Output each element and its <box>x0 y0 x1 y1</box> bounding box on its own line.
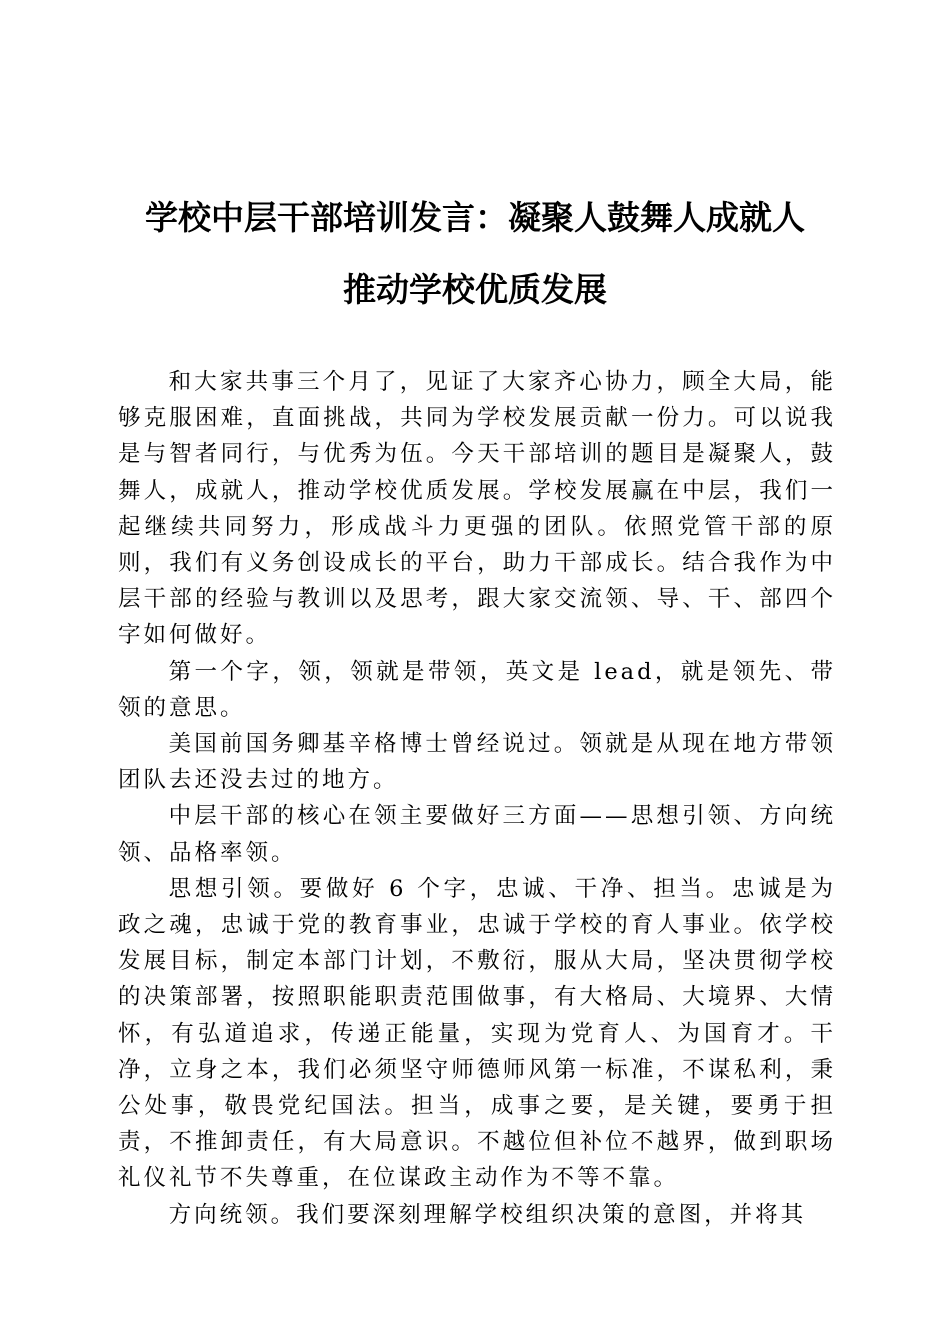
paragraph-three-aspects: 中层干部的核心在领主要做好三方面——思想引领、方向统领、品格率领。 <box>118 803 836 866</box>
paragraph-kissinger-quote: 美国前国务卿基辛格博士曾经说过。领就是从现在地方带领团队去还没去过的地方。 <box>118 731 836 794</box>
paragraph-direction-leadership: 方向统领。我们要深刻理解学校组织决策的意图，并将其 <box>168 1201 807 1228</box>
paragraph-first-character: 第一个字，领，领就是带领，英文是 lead，就是领先、带领的意思。 <box>118 658 836 721</box>
document-title-line-2: 推动学校优质发展 <box>343 270 607 309</box>
document-title-line-1: 学校中层干部培训发言：凝聚人鼓舞人成就人 <box>145 198 805 237</box>
paragraph-ideological-leadership: 思想引领。要做好 6 个字，忠诚、干净、担当。忠诚是为政之魂，忠诚于党的教育事业，忠诚于学校的育人事业。依学校发展目标，制定本部门计划，不敷衍，服从大局，坚决贯彻学校的决策部署，按照职能职责范围做事，有大格局、大境界、大情怀，有弘道追求，传递正能量，实现为党育人、为国育才。干净，立身之本，我们必须坚守师德师风第一标准，不谋私利，秉公处事，敬畏党纪国法。担当，成事之要，是关键，要勇于担责，不推卸责任，有大局意识。不越位但补位不越界，做到职场礼仪礼节不失尊重，在位谋政主动作为不等不靠。 <box>118 875 836 1192</box>
document-body <box>118 364 836 1233</box>
paragraph-intro: 和大家共事三个月了，见证了大家齐心协力，顾全大局，能够克服困难，直面挑战，共同为学校发展贡献一份力。可以说我是与智者同行，与优秀为伍。今天干部培训的题目是凝聚人，鼓舞人，成就人，推动学校优质发展。学校发展赢在中层，我们一起继续共同努力，形成战斗力更强的团队。依照党管干部的原则，我们有义务创设成长的平台，助力干部成长。结合我作为中层干部的经验与教训以及思考，跟大家交流领、导、干、部四个字如何做好。 <box>118 369 836 649</box>
